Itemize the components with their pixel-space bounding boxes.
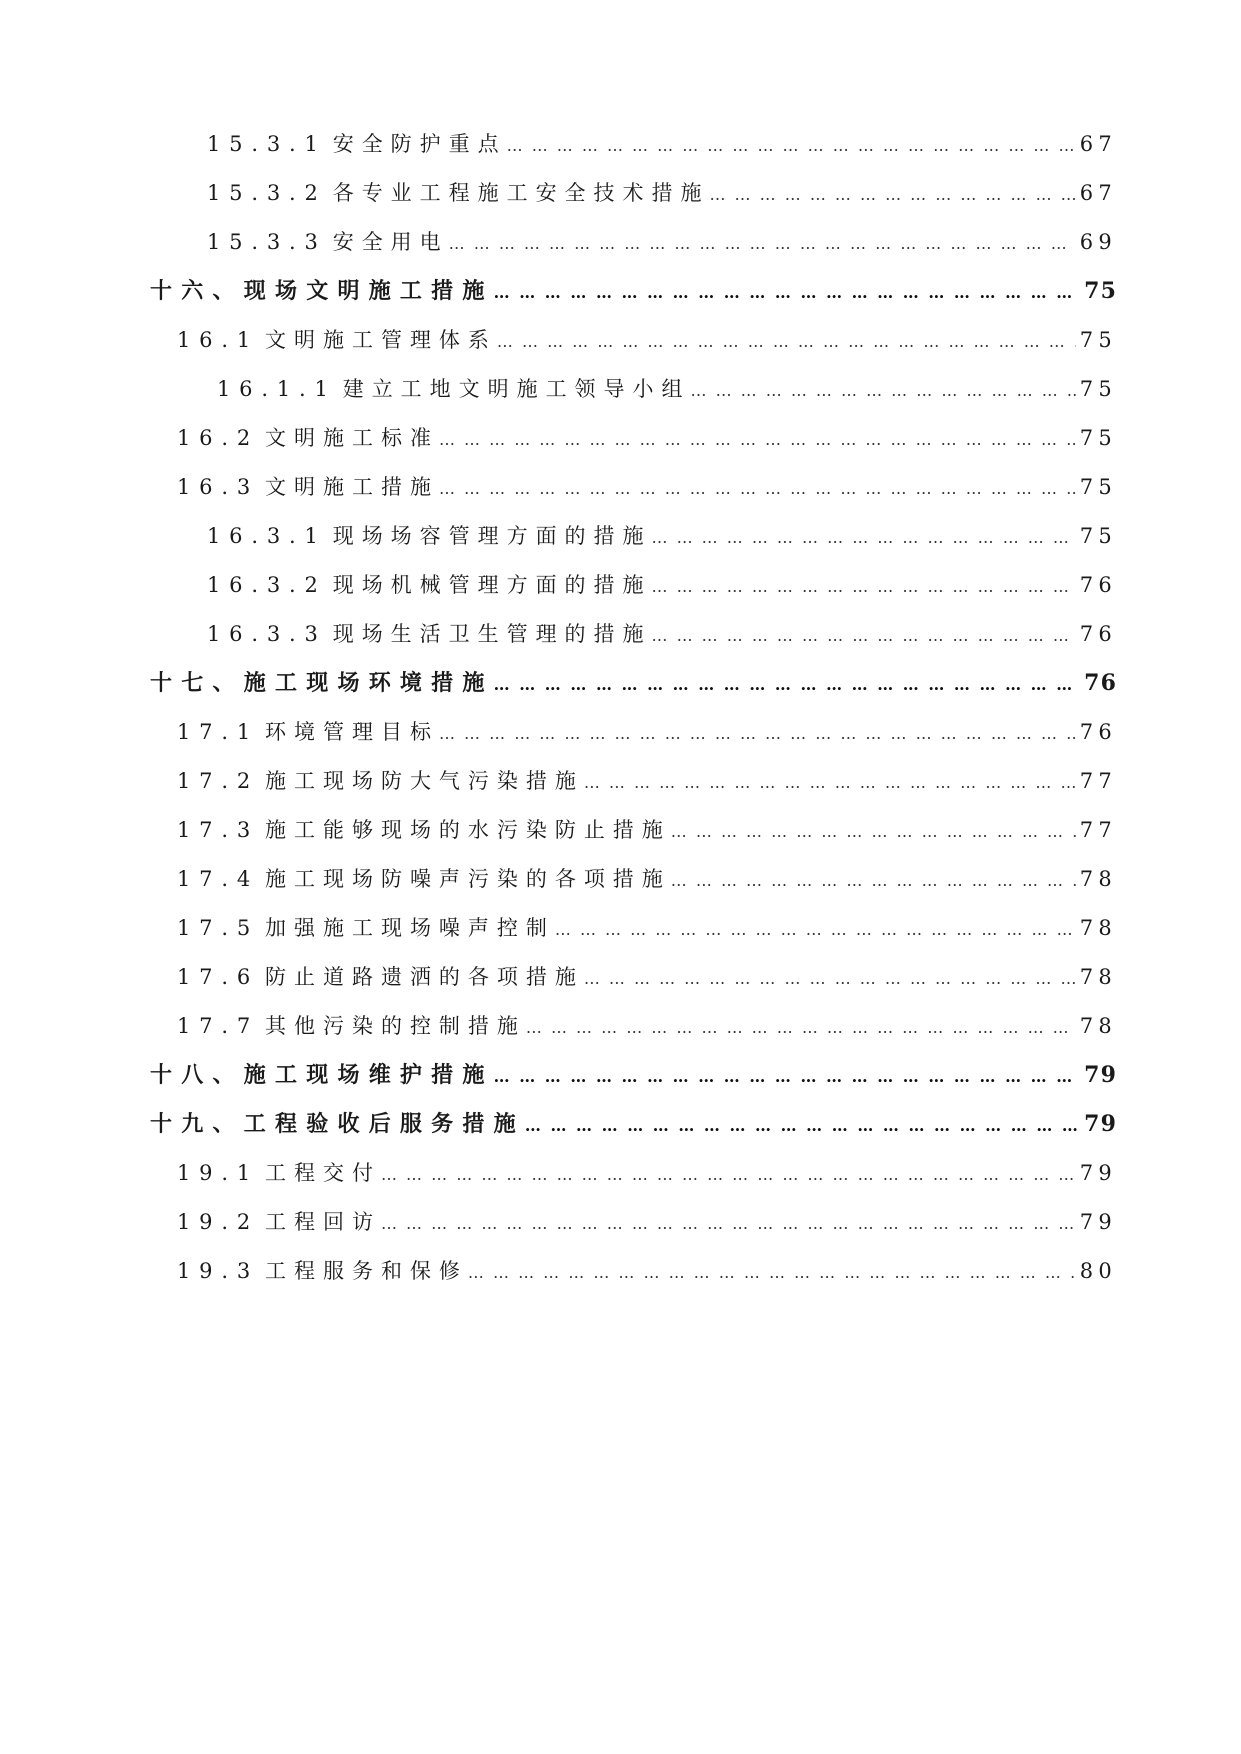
toc-entry[interactable] <box>0 708 1241 757</box>
toc-entry-page: 75 <box>1079 524 1117 548</box>
toc-chapter-title: 施工现场环境措施 <box>243 670 494 696</box>
toc-chapter-page: 79 <box>1084 1062 1117 1088</box>
toc-entry-page: 78 <box>1079 867 1117 891</box>
toc-entry-number: 17.2 <box>177 769 260 793</box>
toc-entry-title: 施工现场防噪声污染的各项措施 <box>265 867 671 891</box>
toc-entry[interactable] <box>0 169 1241 218</box>
toc-dot-leader <box>494 1052 1081 1101</box>
toc-entry-title: 安全防护重点 <box>332 132 507 156</box>
toc-entry-page: 67 <box>1079 132 1117 156</box>
toc-entry[interactable] <box>0 365 1241 414</box>
toc-entry-title: 施工现场防大气污染措施 <box>265 769 584 793</box>
toc-entry-title: 文明施工措施 <box>265 475 439 499</box>
toc-entry[interactable] <box>0 806 1241 855</box>
toc-entry-number: 19.1 <box>177 1161 260 1185</box>
toc-chapter[interactable] <box>0 1100 1241 1149</box>
toc-entry-page: 78 <box>1079 965 1117 989</box>
toc-entry-page: 76 <box>1079 573 1117 597</box>
toc-chapter-title: 现场文明施工措施 <box>243 278 494 304</box>
toc-dot-leader <box>468 1248 1076 1297</box>
toc-entry-title: 环境管理目标 <box>265 720 439 744</box>
toc-entry-number: 15.3.2 <box>207 181 327 205</box>
toc-chapter-title: 施工现场维护措施 <box>243 1062 494 1088</box>
toc-entry[interactable] <box>0 904 1241 953</box>
toc-dot-leader <box>526 1003 1076 1052</box>
toc-entry-title: 加强施工现场噪声控制 <box>265 916 555 940</box>
toc-entry-number: 16.3.1 <box>207 524 327 548</box>
toc-entry-page: 75 <box>1079 475 1117 499</box>
toc-dot-leader <box>494 660 1081 709</box>
toc-entry-title: 现场生活卫生管理的措施 <box>332 622 652 646</box>
toc-entry-page: 75 <box>1079 426 1117 450</box>
toc-entry-number: 16.1 <box>177 328 260 352</box>
toc-entry-number: 16.1.1 <box>217 377 337 401</box>
toc-dot-leader <box>652 611 1076 660</box>
toc-entry-number: 19.3 <box>177 1259 260 1283</box>
toc-entry[interactable] <box>0 218 1241 267</box>
toc-entry-title: 文明施工标准 <box>265 426 439 450</box>
toc-entry-page: 79 <box>1079 1210 1117 1234</box>
toc-entry-page: 75 <box>1079 328 1117 352</box>
toc-entry-page: 80 <box>1079 1259 1117 1283</box>
toc-entry-page: 76 <box>1079 622 1117 646</box>
toc-entry-number: 17.6 <box>177 965 260 989</box>
toc-entry-page: 78 <box>1079 916 1117 940</box>
toc-dot-leader <box>507 121 1076 170</box>
toc-dot-leader <box>439 709 1076 758</box>
toc-entry-number: 16.3.2 <box>207 573 327 597</box>
toc-dot-leader <box>671 856 1076 905</box>
toc-dot-leader <box>652 513 1076 562</box>
toc-chapter[interactable] <box>0 659 1241 708</box>
toc-entry-title: 现场机械管理方面的措施 <box>332 573 652 597</box>
toc-entry[interactable] <box>0 316 1241 365</box>
toc-chapter-title: 工程验收后服务措施 <box>243 1111 525 1137</box>
toc-entry-number: 19.2 <box>177 1210 260 1234</box>
toc-entry-number: 17.7 <box>177 1014 260 1038</box>
toc-chapter[interactable] <box>0 1051 1241 1100</box>
toc-entry-title: 各专业工程施工安全技术措施 <box>332 181 710 205</box>
toc-dot-leader <box>584 954 1076 1003</box>
toc-dot-leader <box>449 219 1076 268</box>
toc-chapter[interactable] <box>0 267 1241 316</box>
toc-entry-title: 工程回访 <box>265 1210 381 1234</box>
toc-entry-number: 16.3.3 <box>207 622 327 646</box>
toc-dot-leader <box>652 562 1076 611</box>
toc-chapter-page: 75 <box>1084 278 1117 304</box>
toc-dot-leader <box>381 1150 1076 1199</box>
toc-entry-page: 79 <box>1079 1161 1117 1185</box>
toc-entry-title: 现场场容管理方面的措施 <box>332 524 652 548</box>
toc-entry[interactable] <box>0 953 1241 1002</box>
toc-chapter-number: 十六、 <box>150 278 244 304</box>
toc-entry-number: 16.3 <box>177 475 260 499</box>
table-of-contents <box>0 120 1241 1296</box>
toc-entry-number: 17.4 <box>177 867 260 891</box>
toc-entry-number: 16.2 <box>177 426 260 450</box>
toc-entry-page: 77 <box>1079 769 1117 793</box>
toc-entry[interactable] <box>0 463 1241 512</box>
toc-entry-page: 76 <box>1079 720 1117 744</box>
toc-entry[interactable] <box>0 1198 1241 1247</box>
toc-entry-page: 67 <box>1079 181 1117 205</box>
toc-dot-leader <box>709 170 1075 219</box>
toc-entry-title: 工程服务和保修 <box>265 1259 468 1283</box>
toc-entry-title: 建立工地文明施工领导小组 <box>342 377 691 401</box>
toc-dot-leader <box>690 366 1075 415</box>
toc-entry[interactable] <box>0 610 1241 659</box>
toc-entry[interactable] <box>0 757 1241 806</box>
toc-chapter-page: 79 <box>1084 1111 1117 1137</box>
toc-entry[interactable] <box>0 512 1241 561</box>
toc-entry-title: 其他污染的控制措施 <box>265 1014 526 1038</box>
toc-entry-title: 防止道路遗洒的各项措施 <box>265 965 584 989</box>
toc-dot-leader <box>494 268 1081 317</box>
toc-dot-leader <box>381 1199 1076 1248</box>
toc-entry-number: 17.5 <box>177 916 260 940</box>
toc-entry[interactable] <box>0 414 1241 463</box>
toc-entry-number: 17.1 <box>177 720 260 744</box>
toc-dot-leader <box>584 758 1076 807</box>
toc-dot-leader <box>555 905 1076 954</box>
toc-dot-leader <box>671 807 1076 856</box>
toc-entry-number: 17.3 <box>177 818 260 842</box>
toc-entry[interactable] <box>0 1247 1241 1296</box>
toc-entry-title: 施工能够现场的水污染防止措施 <box>265 818 671 842</box>
toc-entry[interactable] <box>0 855 1241 904</box>
toc-entry[interactable] <box>0 1149 1241 1198</box>
toc-entry-page: 69 <box>1079 230 1117 254</box>
toc-dot-leader <box>525 1101 1080 1150</box>
toc-chapter-page: 76 <box>1084 670 1117 696</box>
toc-chapter-number: 十八、 <box>150 1062 244 1088</box>
toc-dot-leader <box>439 415 1076 464</box>
toc-chapter-number: 十九、 <box>150 1111 244 1137</box>
toc-chapter-number: 十七、 <box>150 670 244 696</box>
toc-entry[interactable] <box>0 1002 1241 1051</box>
toc-entry-title: 安全用电 <box>332 230 449 254</box>
toc-entry[interactable] <box>0 561 1241 610</box>
toc-entry-page: 77 <box>1079 818 1117 842</box>
toc-entry-page: 78 <box>1079 1014 1117 1038</box>
toc-entry-title: 工程交付 <box>265 1161 381 1185</box>
toc-entry-page: 75 <box>1079 377 1117 401</box>
toc-entry-number: 15.3.1 <box>207 132 327 156</box>
toc-dot-leader <box>497 317 1076 366</box>
toc-entry[interactable] <box>0 120 1241 169</box>
toc-entry-title: 文明施工管理体系 <box>265 328 497 352</box>
toc-entry-number: 15.3.3 <box>207 230 327 254</box>
toc-dot-leader <box>439 464 1076 513</box>
